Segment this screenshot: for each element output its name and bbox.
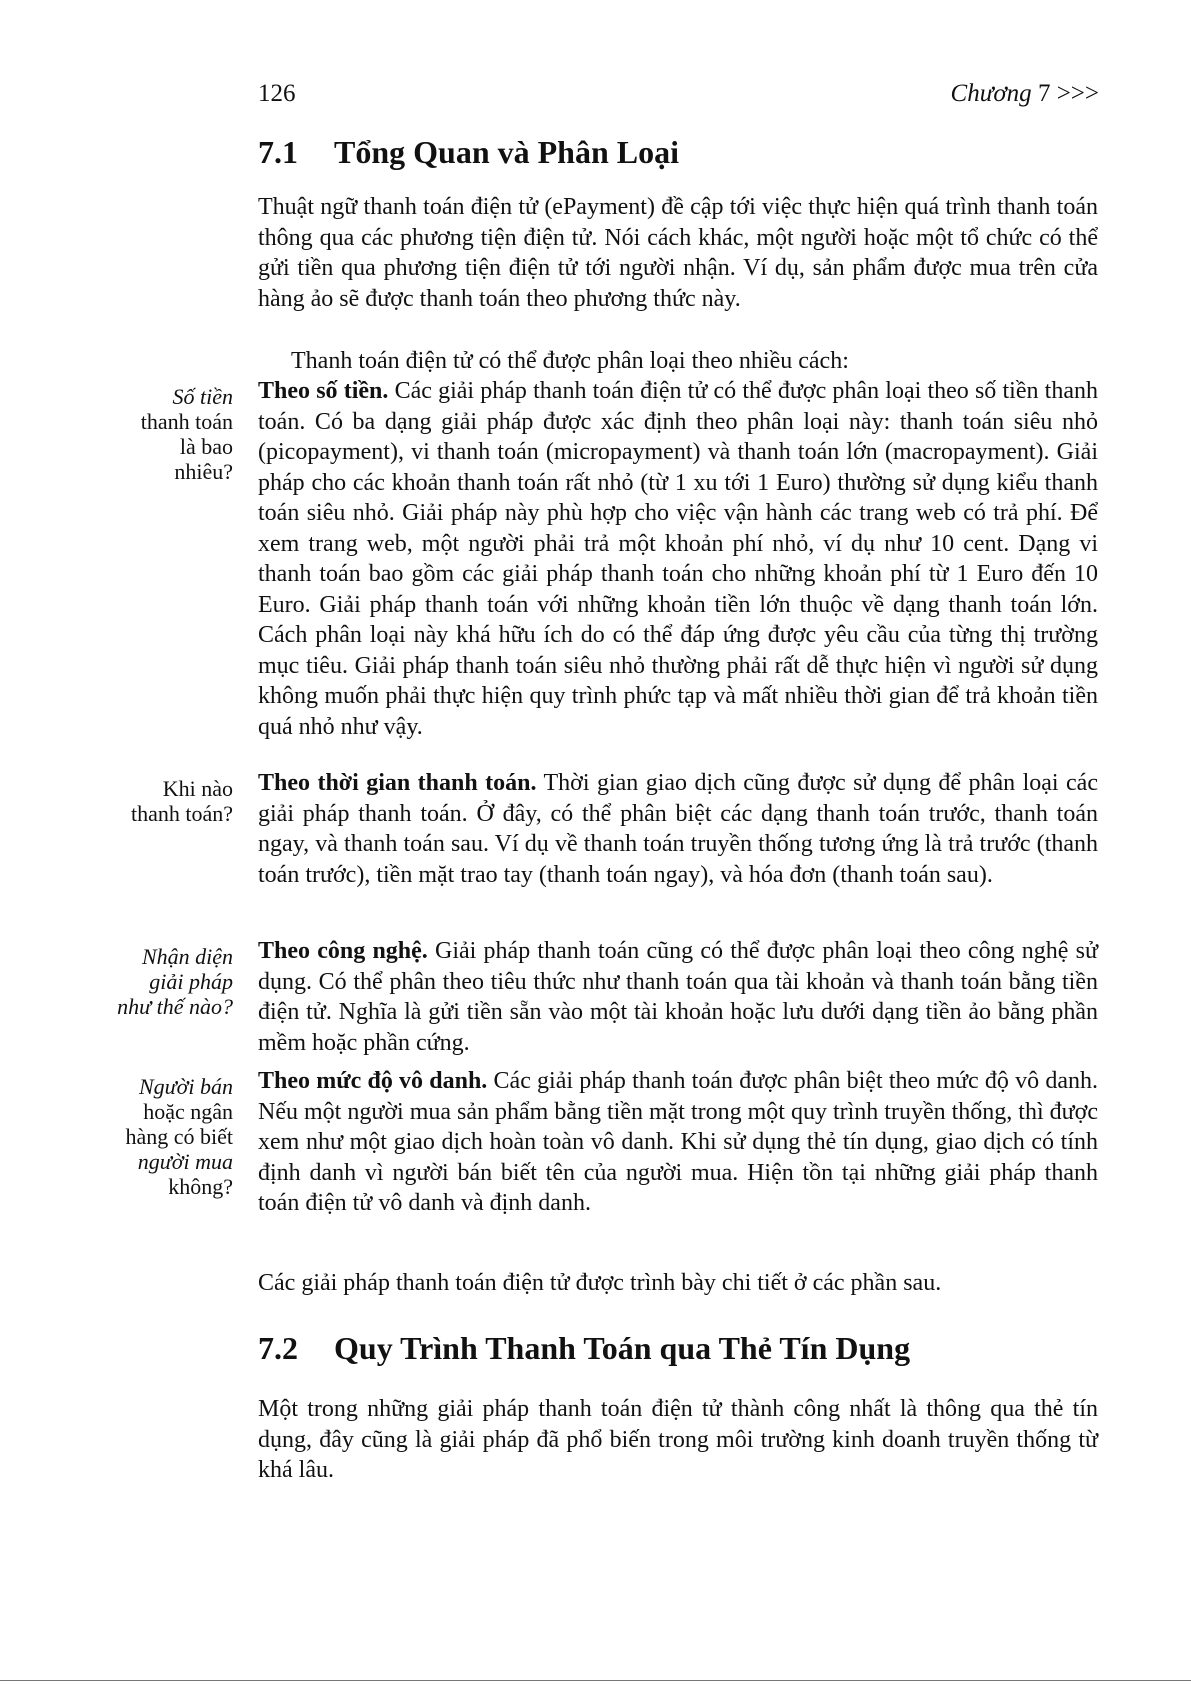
note-line: người mua [137, 1149, 233, 1174]
item-term: Theo thời gian thanh toán. [258, 770, 537, 796]
item-by-anonymity [258, 1066, 1098, 1219]
section-2-intro-paragraph [258, 1394, 1098, 1486]
item-term: Theo mức độ vô danh. [258, 1068, 488, 1094]
item-body: Giải pháp thanh toán cũng có thể được phân loại theo công nghệ sử dụng. Có thể phân theo tiêu thức như thanh toán qua tài khoản và thanh toán bằng tiền điện tử. Nghĩa là gửi tiền sẵn vào một tài khoản hoặc lưu dưới dạng tiền ảo bằng phần mềm hoặc phần cứng. [258, 938, 1099, 1056]
note-line: Nhận diện [141, 944, 233, 969]
note-line: Số tiền [172, 384, 233, 409]
intro-paragraph [258, 192, 1098, 314]
chapter-number: 7 >>> [1037, 80, 1099, 107]
lead-paragraph [258, 346, 1098, 377]
section-heading-7-1 [258, 134, 1098, 171]
section-number: 7.1 [258, 134, 298, 170]
bottom-rule [0, 1680, 1191, 1681]
note-line: thanh toán [140, 409, 233, 434]
item-by-time [258, 768, 1098, 890]
item-body: Thời gian giao dịch cũng được sử dụng để phân loại các giải pháp thanh toán. Ở đây, có thể phân biệt các dạng thanh toán trước, thanh toán ngay, và thanh toán sau. Ví dụ về thanh toán truyền thống tương ứng là trả trước (thanh toán trước), tiền mặt trao tay (thanh toán ngay), và hóa đơn (thanh toán sau). [258, 770, 1098, 888]
section-number: 7.2 [258, 1330, 298, 1366]
item-by-technology [258, 936, 1098, 1058]
section-title: Tổng Quan và Phân Loại [334, 134, 679, 170]
note-line: là bao [179, 434, 233, 459]
margin-note-anonymity [93, 1074, 233, 1199]
note-line: nhiêu? [174, 459, 233, 484]
margin-note-amount [93, 384, 233, 484]
intro-text: Thuật ngữ thanh toán điện tử (ePayment) đề cập tới việc thực hiện quá trình thanh toán thông qua các phương tiện điện tử. Nói cách khác, một người hoặc một tổ chức có thể gửi tiền qua phương tiện điện tử tới người nhận. Ví dụ, sản phẩm được mua trên cửa hàng ảo sẽ được thanh toán theo phương thức này. [258, 194, 1098, 312]
note-line: giải pháp [149, 969, 233, 994]
note-line: như thế nào? [117, 994, 233, 1019]
section-heading-7-2 [258, 1330, 1098, 1367]
closing-text: Các giải pháp thanh toán điện tử được trình bày chi tiết ở các phần sau. [258, 1270, 942, 1296]
lead-text: Thanh toán điện tử có thể được phân loại theo nhiều cách: [291, 348, 849, 374]
margin-note-technology [93, 944, 233, 1019]
closing-paragraph [258, 1268, 1098, 1299]
margin-note-time [93, 776, 233, 826]
item-body: Các giải pháp thanh toán điện tử có thể được phân loại theo số tiền thanh toán. Có ba dạng giải pháp được xác định theo phân loại này: thanh toán siêu nhỏ (picopayment), vi thanh toán (micropayment) và thanh toán lớn (macropayment). Giải pháp cho các khoản thanh toán rất nhỏ (từ 1 xu tới 1 Euro) thường sử dụng kiểu thanh toán siêu nhỏ. Giải pháp này phù hợp cho việc vận hành các trang web có trả phí. Để xem trang web, một người phải trả một khoản phí nhỏ, ví dụ như 10 cent. Dạng vi thanh toán bao gồm các giải pháp thanh toán cho những khoản phí từ 1 Euro đến 10 Euro. Giải pháp thanh toán với những khoản tiền lớn thuộc về dạng thanh toán lớn. Cách phân loại này khá hữu ích do có thể đáp ứng được yêu cầu của từng thị trường mục tiêu. Giải pháp thanh toán siêu nhỏ thường phải rất dễ thực hiện vì người sử dụng không muốn phải thực hiện quy trình phức tạp và mất nhiều thời gian để trả khoản tiền quá nhỏ như vậy. [258, 378, 1098, 740]
note-line: hàng có biết [125, 1124, 233, 1149]
running-header [951, 80, 1099, 108]
note-line: Khi nào [162, 776, 233, 801]
section-2-intro-text: Một trong những giải pháp thanh toán điện tử thành công nhất là thông qua thẻ tín dụng, đây cũng là giải pháp đã phổ biến trong môi trường kinh doanh truyền thống từ khá lâu. [258, 1396, 1098, 1483]
item-term: Theo số tiền. [258, 378, 389, 404]
item-body: Các giải pháp thanh toán được phân biệt theo mức độ vô danh. Nếu một người mua sản phẩm bằng tiền mặt trong một quy trình truyền thống, thì được xem như một giao dịch hoàn toàn vô danh. Khi sử dụng thẻ tín dụng, giao dịch có tính định danh vì người bán biết tên của người mua. Hiện tồn tại những giải pháp thanh toán điện tử vô danh và định danh. [258, 1068, 1098, 1216]
note-line: Người bán [138, 1074, 233, 1099]
item-by-amount [258, 376, 1098, 742]
note-line: thanh toán? [130, 801, 233, 826]
section-title: Quy Trình Thanh Toán qua Thẻ Tín Dụng [334, 1330, 911, 1366]
item-term: Theo công nghệ. [258, 938, 428, 964]
chapter-word: Chương [950, 80, 1032, 107]
note-line: không? [168, 1174, 233, 1199]
page-number: 126 [258, 80, 296, 107]
note-line: hoặc ngân [143, 1099, 233, 1124]
